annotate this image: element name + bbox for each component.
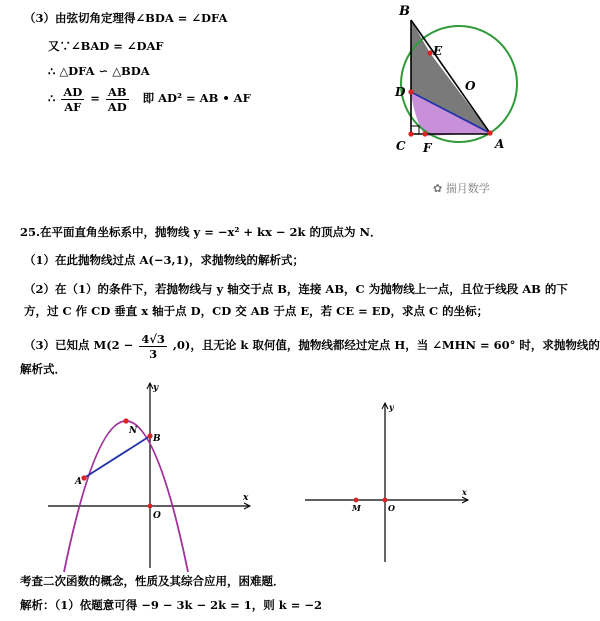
label-e: E (433, 44, 443, 58)
watermark-icon: ✿ (433, 182, 443, 195)
point-n (123, 418, 128, 423)
label-b: B (399, 4, 410, 19)
label-c: C (396, 139, 406, 153)
problem-part-3-line-2: 解析式． (20, 362, 66, 376)
label-f: F (423, 141, 432, 155)
point-a (81, 475, 86, 480)
segment-ab (84, 436, 150, 478)
proof-line-3: ∴ △DFA ∽ △BDA (48, 64, 150, 78)
label-a: A (75, 477, 82, 487)
fraction-denominator: 3 (149, 346, 158, 361)
problem-stem: 25.在平面直角坐标系中，抛物线 y = −x² + kx − 2k 的顶点为 N． (20, 225, 382, 239)
axes-figure (305, 402, 468, 562)
label-x: x (462, 487, 467, 497)
fraction-denominator: AD (107, 99, 127, 114)
label-n: N (129, 426, 138, 436)
watermark-text: 揣月数学 (445, 182, 490, 195)
part3-prefix: （3）已知点 M(2 − (24, 338, 134, 352)
label-o: O (388, 503, 395, 513)
proof-line-2: 又∵∠BAD = ∠DAF (48, 39, 164, 53)
conclusion-text: 即 AD² = AB • AF (142, 91, 251, 105)
point-m (354, 498, 359, 503)
fraction-numerator: AB (107, 84, 127, 99)
fraction-denominator: AF (64, 99, 82, 114)
fraction-numerator: 4√3 (141, 331, 165, 346)
label-a: A (495, 137, 505, 151)
topic-note: 考查二次函数的概念，性质及其综合应用，困难题． (20, 574, 285, 588)
equals-sign: = (90, 91, 100, 105)
label-y: y (153, 383, 159, 393)
parabola-curve (64, 421, 188, 572)
label-o: O (153, 511, 161, 521)
point-b (147, 433, 152, 438)
problem-part-2-line-1: （2）在（1）的条件下，若抛物线与 y 轴交于点 B，连接 AB，C 为抛物线上一点，且位于线段 AB 的下 (24, 282, 568, 296)
point-o (148, 504, 153, 509)
point-o (383, 498, 388, 503)
part3-suffix: ,0)，且无论 k 取何值，抛物线都经过定点 H，当 ∠MHN = 60° 时，求抛物线的 (172, 338, 600, 352)
problem-part-1: （1）在此抛物线过点 A(−3,1)，求抛物线的解析式； (24, 253, 304, 267)
solution-line: 解析：（1）依题意可得 −9 − 3k − 2k = 1，则 k = −2 (20, 598, 323, 612)
label-x: x (243, 493, 249, 503)
label-o: O (465, 79, 476, 93)
therefore-symbol: ∴ (48, 91, 56, 105)
label-b: B (153, 434, 161, 444)
label-d: D (395, 85, 406, 99)
label-y: y (389, 402, 394, 412)
label-m: M (352, 503, 361, 513)
fraction-numerator: AD (63, 84, 83, 99)
problem-part-2-line-2: 方，过 C 作 CD 垂直 x 轴于点 D，CD 交 AB 于点 E，若 CE = ED，求点 C 的坐标； (24, 304, 489, 318)
proof-line-1: （3）由弦切角定理得∠BDA = ∠DFA (24, 11, 228, 25)
